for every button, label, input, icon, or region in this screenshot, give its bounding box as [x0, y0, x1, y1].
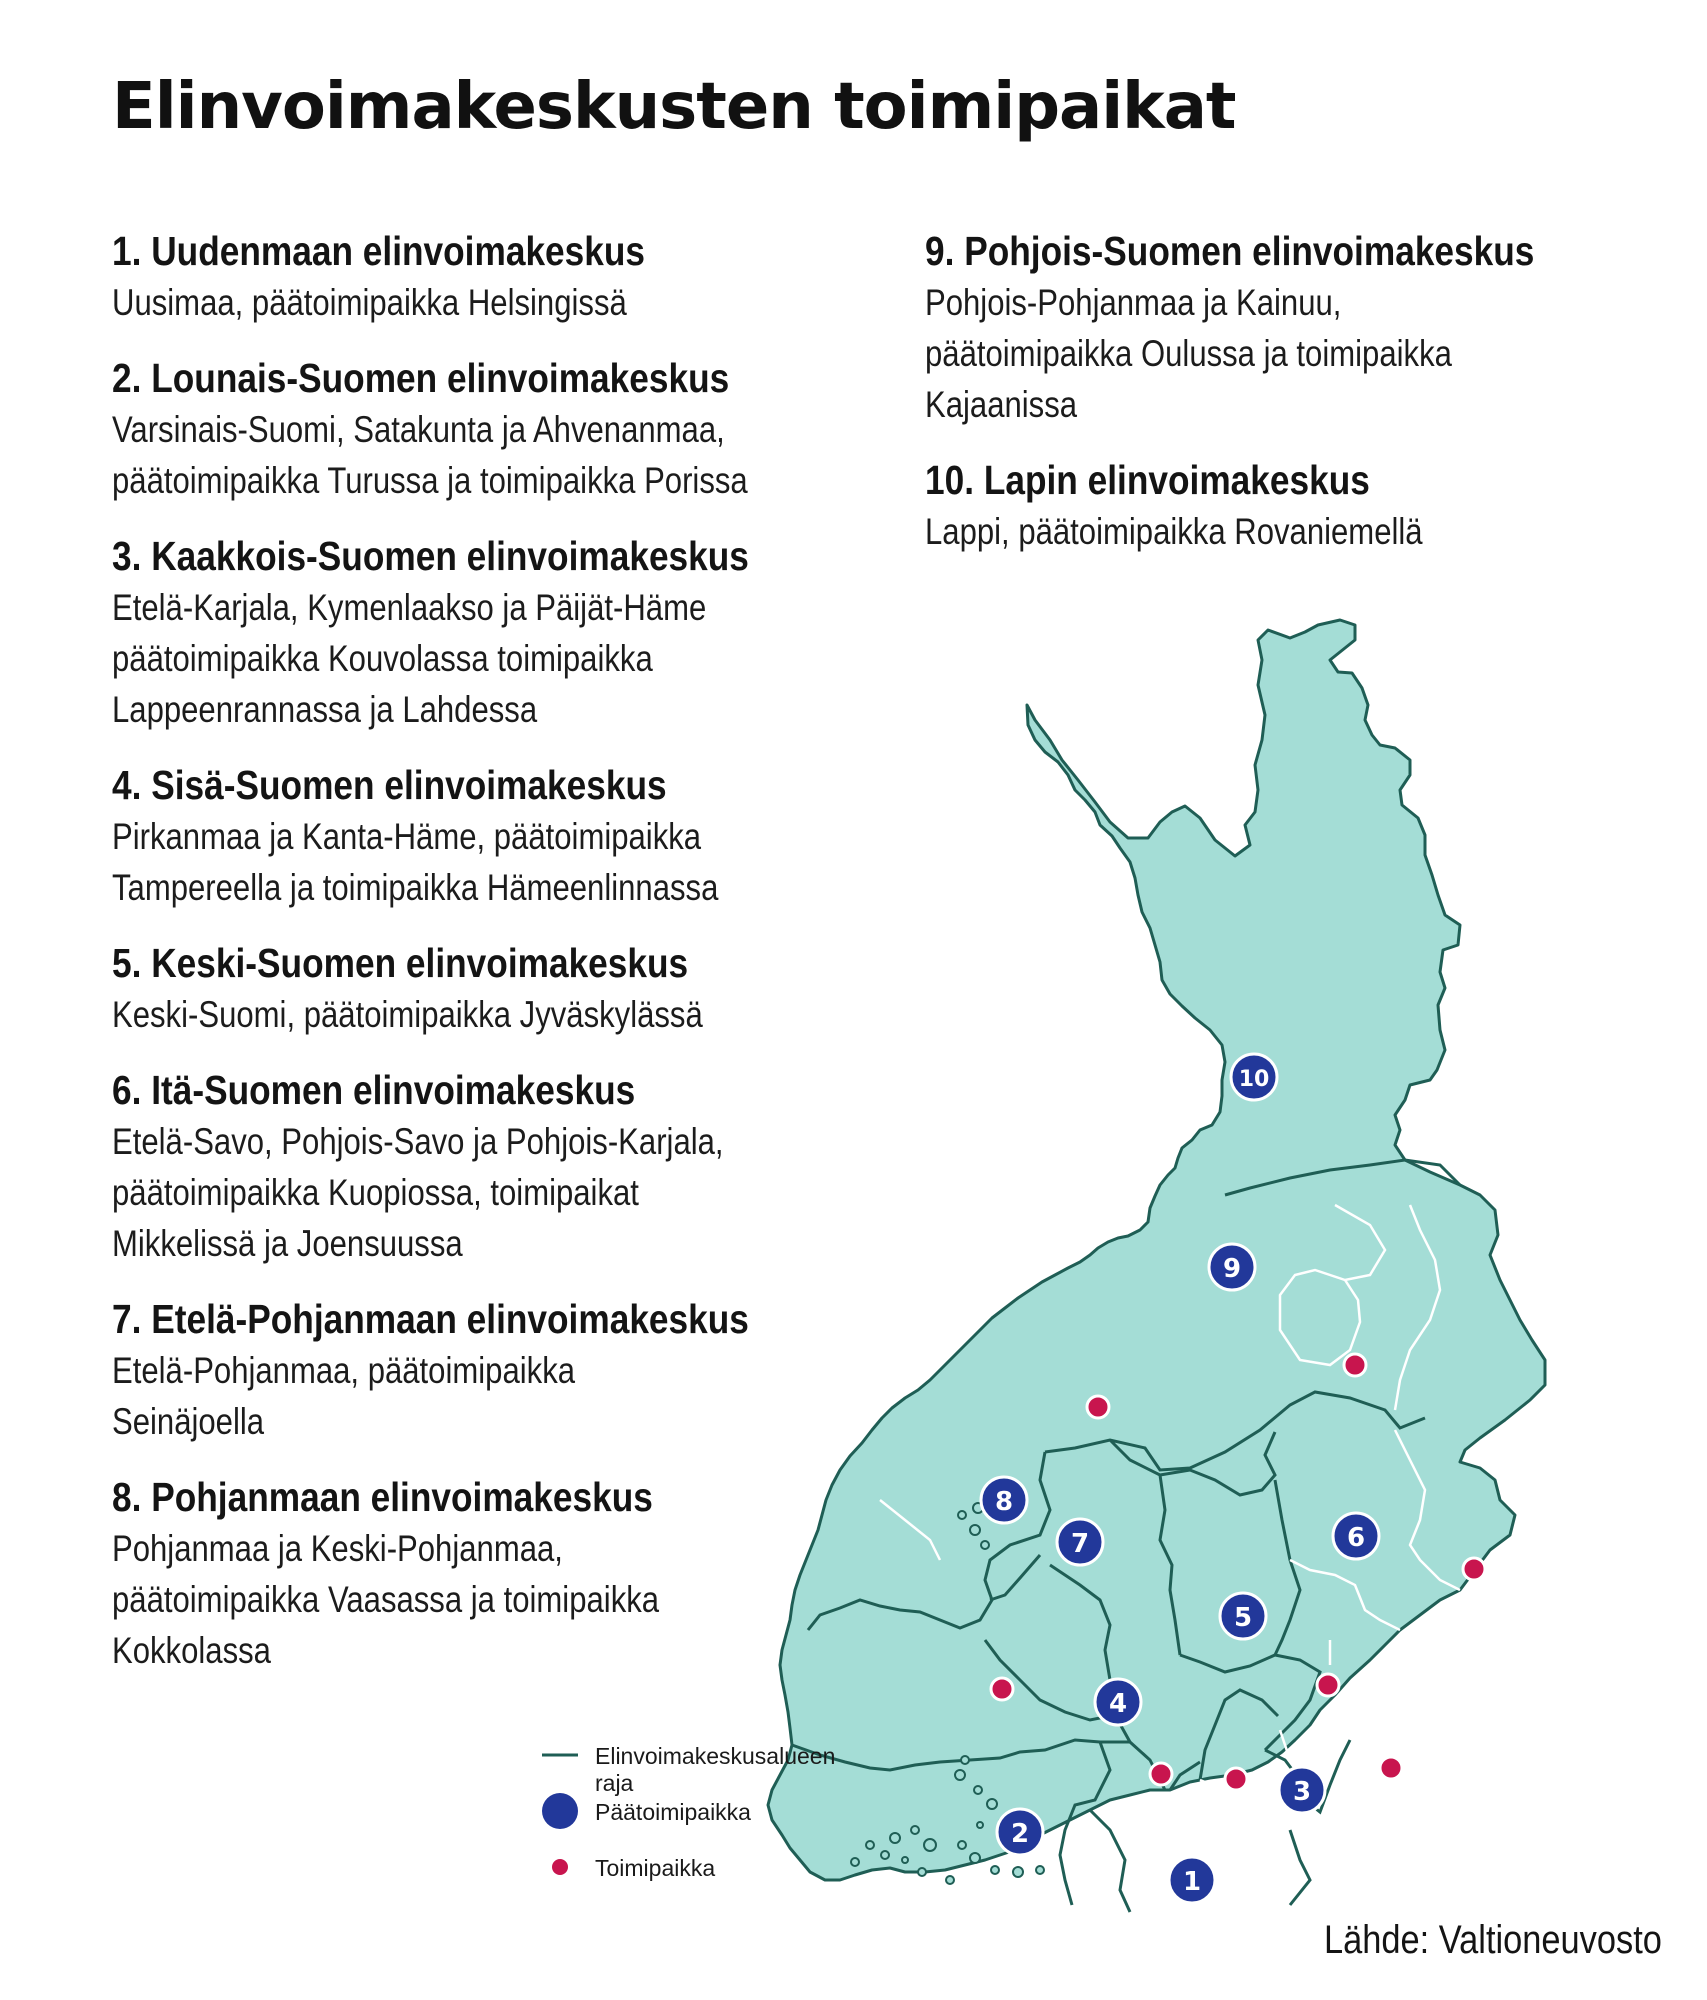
hq-number: 9	[1222, 1254, 1242, 1284]
hq-number: 3	[1292, 1777, 1312, 1807]
office-marker-lahti	[1225, 1768, 1247, 1790]
hq-number: 4	[1108, 1689, 1128, 1719]
finland-outline	[768, 620, 1545, 1880]
entry-text: Pohjanmaa ja Keski-Pohjanmaa, päätoimipaikka Vaasassa ja toimipaikka Kokkolassa	[112, 1528, 660, 1671]
hq-marker-5	[1220, 1593, 1266, 1639]
entry-heading: 1. Uudenmaan elinvoimakeskus	[112, 228, 646, 274]
office-marker-mikkeli	[1317, 1674, 1339, 1696]
legend-label: Elinvoimakeskusalueen raja	[595, 1743, 836, 1796]
entry-text: Lappi, päätoimipaikka Rovaniemellä	[925, 511, 1423, 552]
office-marker-kajaani	[1344, 1354, 1366, 1376]
hq-marker-9	[1209, 1244, 1255, 1290]
source-credit: Lähde: Valtioneuvosto	[1324, 1918, 1662, 1962]
region-border	[1290, 1830, 1310, 1905]
legend-label: Toimipaikka	[595, 1855, 716, 1881]
hq-marker-10	[1231, 1054, 1277, 1100]
entry-heading: 4. Sisä-Suomen elinvoimakeskus	[112, 762, 667, 808]
region-border	[1090, 1810, 1130, 1912]
hq-marker-6	[1333, 1513, 1379, 1559]
office-dot-icon	[540, 1847, 580, 1887]
office-marker-hameenlinna	[1150, 1763, 1172, 1785]
entry-text: Etelä-Karjala, Kymenlaakso ja Päijät-Häme päätoimipaikka Kouvolassa toimipaikka Lappeenrannassa ja Lahdessa	[112, 587, 707, 730]
hq-marker-1	[1169, 1857, 1215, 1903]
legend-label: Päätoimipaikka	[595, 1799, 751, 1825]
hq-number: 10	[1238, 1067, 1270, 1092]
hq-marker-8	[981, 1477, 1027, 1523]
entry-heading: 9. Pohjois-Suomen elinvoimakeskus	[925, 228, 1535, 274]
entry-heading: 8. Pohjanmaan elinvoimakeskus	[112, 1474, 653, 1520]
entry-heading: 5. Keski-Suomen elinvoimakeskus	[112, 940, 689, 986]
office-marker-kokkola	[1087, 1396, 1109, 1418]
entry-text: Keski-Suomi, päätoimipaikka Jyväskylässä	[112, 994, 703, 1035]
hq-marker-2	[997, 1809, 1043, 1855]
hq-number: 7	[1070, 1529, 1090, 1559]
hq-number: 6	[1346, 1523, 1366, 1553]
entry-text: Uusimaa, päätoimipaikka Helsingissä	[112, 282, 627, 323]
entry-text: Pohjois-Pohjanmaa ja Kainuu, päätoimipaikka Oulussa ja toimipaikka Kajaanissa	[925, 282, 1452, 425]
hq-number: 8	[994, 1487, 1014, 1517]
office-marker-joensuu	[1463, 1558, 1485, 1580]
entry-text: Etelä-Pohjanmaa, päätoimipaikka Seinäjoella	[112, 1350, 576, 1442]
border-line-icon	[540, 1735, 580, 1775]
sub-border	[1200, 1780, 1225, 1790]
hq-number: 5	[1233, 1603, 1253, 1633]
entry-text: Etelä-Savo, Pohjois-Savo ja Pohjois-Karjala, päätoimipaikka Kuopiossa, toimipaikat Mikkelissä ja Joensuussa	[112, 1121, 724, 1264]
hq-marker-4	[1095, 1679, 1141, 1725]
office-marker-lappeenranta	[1380, 1757, 1402, 1779]
entry-text: Varsinais-Suomi, Satakunta ja Ahvenanmaa, päätoimipaikka Turussa ja toimipaikka Porissa	[112, 409, 748, 501]
entry-text: Pirkanmaa ja Kanta-Häme, päätoimipaikka Tampereella ja toimipaikka Hämeenlinnassa	[112, 816, 719, 908]
entry-heading: 3. Kaakkois-Suomen elinvoimakeskus	[112, 533, 749, 579]
hq-marker-3	[1279, 1767, 1325, 1813]
entry-heading: 10. Lapin elinvoimakeskus	[925, 457, 1370, 503]
hq-marker-7	[1057, 1519, 1103, 1565]
hq-number: 2	[1010, 1819, 1030, 1849]
hq-number: 1	[1182, 1867, 1202, 1897]
office-marker-pori	[991, 1678, 1013, 1700]
hq-dot-icon	[540, 1791, 580, 1831]
page-title: Elinvoimakeskusten toimipaikat	[112, 70, 1236, 144]
entry-heading: 2. Lounais-Suomen elinvoimakeskus	[112, 355, 730, 401]
entry-heading: 7. Etelä-Pohjanmaan elinvoimakeskus	[112, 1296, 749, 1342]
entry-heading: 6. Itä-Suomen elinvoimakeskus	[112, 1067, 636, 1113]
